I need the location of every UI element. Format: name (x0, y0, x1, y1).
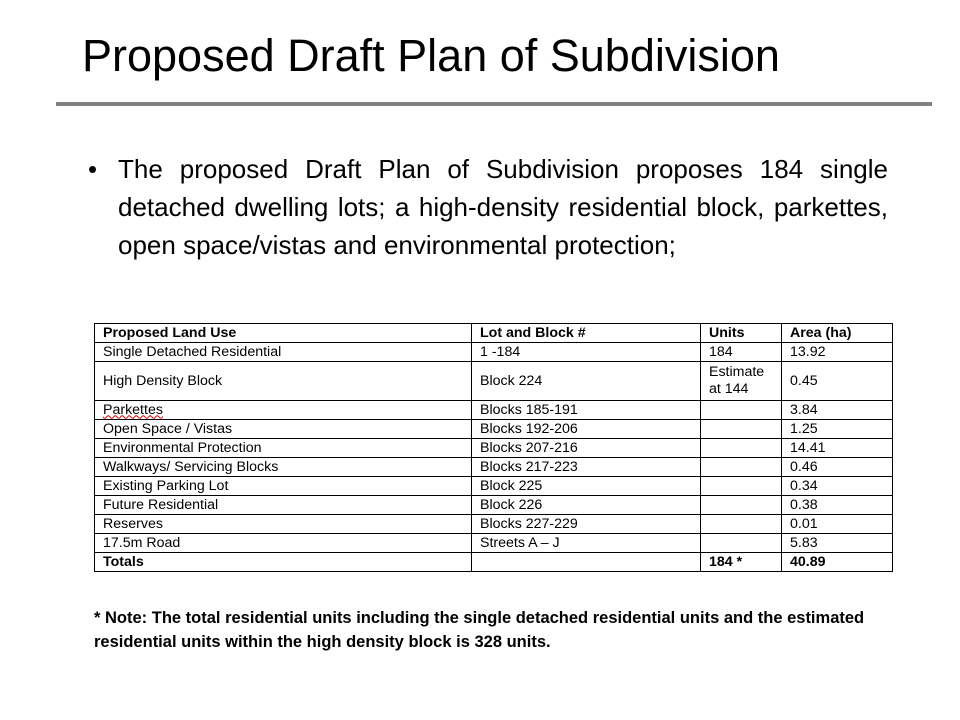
cell-lot-block: Blocks 192-206 (472, 420, 701, 439)
cell-area: 13.92 (782, 343, 893, 362)
spellcheck-flagged-word: Parkettes (103, 401, 163, 418)
cell-area: 3.84 (782, 401, 893, 420)
cell-lot-block: Streets A – J (472, 534, 701, 553)
cell-units (701, 439, 782, 458)
slide-title: Proposed Draft Plan of Subdivision (82, 30, 780, 81)
table-row (95, 439, 893, 458)
cell-units (701, 420, 782, 439)
cell-units (701, 401, 782, 420)
cell-area: 14.41 (782, 439, 893, 458)
table-row (95, 458, 893, 477)
cell-land-use: Open Space / Vistas (95, 420, 472, 439)
cell-area: 0.46 (782, 458, 893, 477)
cell-land-use: 17.5m Road (95, 534, 472, 553)
cell-units: 184 (701, 343, 782, 362)
cell-area: 0.38 (782, 496, 893, 515)
cell-lot-block: Blocks 185-191 (472, 401, 701, 420)
totals-row (95, 553, 893, 572)
cell-lot-block: Block 224 (472, 362, 701, 401)
cell-land-use: Future Residential (95, 496, 472, 515)
cell-units (701, 458, 782, 477)
cell-units: Estimate at 144 (701, 362, 782, 401)
cell-units (701, 534, 782, 553)
cell-lot-block: Block 225 (472, 477, 701, 496)
totals-area: 40.89 (782, 553, 893, 572)
cell-land-use: Environmental Protection (95, 439, 472, 458)
cell-land-use (95, 401, 472, 420)
cell-units (701, 496, 782, 515)
cell-land-use: Reserves (95, 515, 472, 534)
cell-land-use: Existing Parking Lot (95, 477, 472, 496)
totals-units: 184 * (701, 553, 782, 572)
cell-land-use: Walkways/ Servicing Blocks (95, 458, 472, 477)
title-divider (56, 102, 932, 106)
cell-lot-block: 1 -184 (472, 343, 701, 362)
totals-label: Totals (95, 553, 472, 572)
bullet-marker: • (88, 154, 98, 184)
cell-land-use: High Density Block (95, 362, 472, 401)
header-lot-block: Lot and Block # (472, 324, 701, 343)
totals-lot-block (472, 553, 701, 572)
cell-lot-block: Blocks 227-229 (472, 515, 701, 534)
cell-area: 0.34 (782, 477, 893, 496)
cell-units (701, 477, 782, 496)
header-area: Area (ha) (782, 324, 893, 343)
cell-land-use: Single Detached Residential (95, 343, 472, 362)
table-header-row (95, 324, 893, 343)
table-row (95, 420, 893, 439)
header-land-use: Proposed Land Use (95, 324, 472, 343)
table-row (95, 362, 893, 401)
header-units: Units (701, 324, 782, 343)
bullet-point (88, 150, 888, 264)
table-row (95, 343, 893, 362)
cell-units (701, 515, 782, 534)
table-footnote: * Note: The total residential units including the single detached residential units and the estimated residential units within the high density block is 328 units. (94, 609, 865, 651)
table-row (95, 477, 893, 496)
table-row (95, 496, 893, 515)
land-use-table (94, 323, 893, 572)
bullet-text: The proposed Draft Plan of Subdivision proposes 184 single detached dwelling lots; a high-density residential block, parkettes, open space/vistas and environmental protection; (118, 154, 888, 260)
cell-lot-block: Blocks 207-216 (472, 439, 701, 458)
cell-lot-block: Block 226 (472, 496, 701, 515)
cell-lot-block: Blocks 217-223 (472, 458, 701, 477)
cell-area: 5.83 (782, 534, 893, 553)
cell-area: 1.25 (782, 420, 893, 439)
cell-area: 0.45 (782, 362, 893, 401)
table-row (95, 401, 893, 420)
table-row (95, 515, 893, 534)
table-row (95, 534, 893, 553)
cell-area: 0.01 (782, 515, 893, 534)
